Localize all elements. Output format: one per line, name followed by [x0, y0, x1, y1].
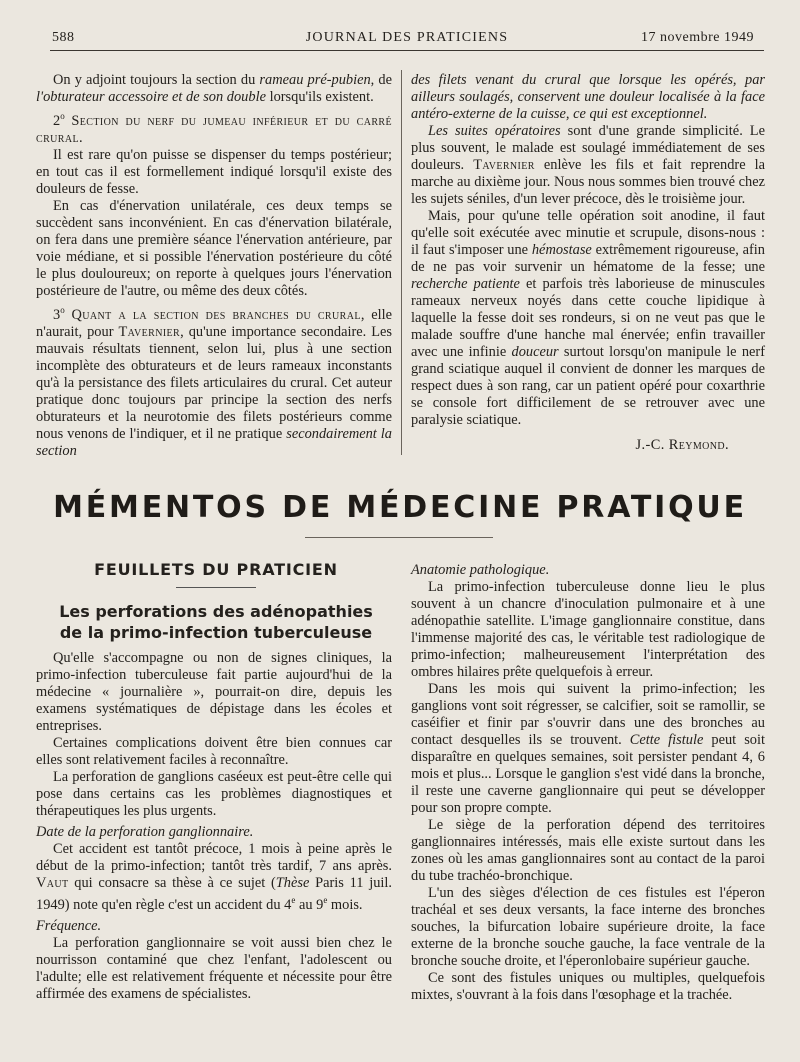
paragraph: des filets venant du crural que lorsque les opérés, par ailleurs soulagés, conservent une douleur localisée à la face antéro-externe de la cuisse, ce qui est exceptionnel. [411, 72, 765, 122]
article-title [36, 601, 396, 643]
column-divider [401, 70, 402, 455]
subheading: Anatomie pathologique. [411, 562, 550, 578]
paragraph: Le siège de la perforation dépend des territoires ganglionnaires intéressés, mais elle existe surtout dans les zones où les amas ganglionnaires sont au contact de la paroi du tube trachéo-bronchique. [411, 817, 765, 884]
paragraph: La perforation de ganglions caséeux est peut-être celle qui pose dans certains cas les problèmes diagnostiques et thérapeutiques les plus urgents. [36, 769, 392, 819]
top-right-column [411, 72, 765, 454]
paragraph: L'un des sièges d'élection de ces fistules est l'éperon trachéal et ses deux versants, la face interne des bronches souches, la bifurcation lobaire supérieure droite, la face externe de la bronche souche gauche, la face ventrale de la bronche souche droite, et l'éperonlobaire supérieur gauche. [411, 885, 765, 969]
bottom-right-column [411, 562, 765, 1004]
paragraph: La primo-infection tuberculeuse donne lieu le plus souvent à un chancre d'inoculation pulmonaire et à une adénopathie satellite. L'image ganglionnaire constitue, dans l'immense majorité des cas, le véritable test radiologique de primo-infection; malheureusement l'interprétation des ombres hilaires prête quelquefois à erreur. [411, 579, 765, 680]
subsection-heading: 2$^o$ Section du nerf du jumeau inférieur et du carré crural. [36, 111, 392, 146]
page-number: 588 [52, 30, 75, 45]
paragraph: Il est rare qu'on puisse se dispenser du temps postérieur; en tout cas il est formellement indiqué lorsqu'il existe des douleurs de fesse. [36, 146, 392, 197]
paragraph: 3$^o$ Quant a la section des branches du crural, elle n'aurait, pour Tavernier, qu'une importance secondaire. Les mauvais résultats tiennent, selon lui, plus à une section incomplète des obturateurs et de leurs rameaux inconstants qu'à la persistance des filets articulaires du crural. Cet auteur pratique donc toujours par principe la section des nerfs obturateurs et la neurotomie des filets postérieurs comme nous venons de l'indiquer, et il ne pratique secondairement la section [36, 304, 392, 459]
bottom-left-column [36, 650, 392, 1003]
journal-title: JOURNAL DES PRATICIENS [305, 30, 509, 45]
paragraph: La perforation ganglionnaire se voit aussi bien chez le nourrisson contaminé que chez l'enfant, l'adolescent ou l'adulte; elle est relativement fréquente et nécessite pour être affirmée des examens de spécialistes. [36, 934, 392, 1002]
paragraph: Qu'elle s'accompagne ou non de signes cliniques, la primo-infection tuberculeuse fait partie aujourd'hui de la médecine « journalière », pourrait-on dire, depuis les examens systématiques de dépistage dans les écoles et entreprises. [36, 650, 392, 734]
running-header [50, 26, 764, 51]
subheading: Date de la perforation ganglionnaire. [36, 824, 254, 840]
paragraph: En cas d'énervation unilatérale, ces deux temps se succèdent sans inconvénient. En cas d'énervation bilatérale, on fera dans une première séance l'énervation antérieure, par voie médiane, et si possible l'énervation postérieure du côté le plus douloureux; on reporte à quelques jours l'énervation postérieure de l'autre, ou même des deux côtés. [36, 197, 392, 299]
issue-date: 17 novembre 1949 [641, 30, 754, 45]
paragraph: Dans les mois qui suivent la primo-infection; les ganglions vont soit régresser, se calcifier, soit se ramollir, se caséifier et finir par s'ouvrir dans une des bronches au contact desquelles ils se trouvent. Cette fistule peut soit disparaître en quelques semaines, soit persister pendant 4, 6 mois et plus... Lorsque le ganglion s'est vidé dans la bronche, il reste une caverne ganglionnaire qui peut se développer pour son propre compte. [411, 681, 765, 816]
article-title-line: de la primo-infection tuberculeuse [59, 623, 373, 642]
section-band-title: MÉMENTOS DE MÉDECINE PRATIQUE [53, 490, 747, 525]
paragraph: Cet accident est tantôt précoce, 1 mois à peine après le début de la primo-infection; tantôt très tardif, 7 ans après. Vaut qui consacre sa thèse à ce sujet (Thèse Paris 11 juil. 1949) note qu'en règle c'est un accident du 4e au 9e mois. [36, 841, 392, 913]
top-left-column [36, 72, 392, 460]
article-title-line: Les perforations des adénopathies [59, 602, 373, 621]
paragraph: Mais, pour qu'une telle opération soit anodine, il faut qu'elle soit exécutée avec minutie et scrupule, disons-nous : il faut s'imposer une hémostase extrêmement rigoureuse, afin de ne pas voir survenir un hématome de la fesse; une recherche patiente et parfois très laborieuse de minuscules rameaux nerveux noyés dans cette couche lipidique à laquelle la fesse doit ses rondeurs, si on ne veut pas que le malade souffre d'une hanche mal énervée; enfin travailler avec une infinie douceur surtout lorsqu'on manipule le nerf grand sciatique auquel il convient de donner les marques de respect dues à son rang, car un patient opéré pour coxarthrie se console fort difficilement de se retrouver avec une paralysie sciatique. [411, 208, 766, 428]
band-rule [305, 537, 493, 538]
author-signature: J.-C. Reymond. [635, 437, 729, 453]
paragraph: Les suites opératoires sont d'une grande simplicité. Le plus souvent, le malade est soulagé immédiatement de ses douleurs. Tavernier enlève les fils et fait reprendre la marche au dixième jour. Nous nous sommes bien trouvé chez les sujets séniles, d'un lever précoce, dès le troisième jour. [411, 123, 765, 207]
paragraph: Certaines complications doivent être bien connues car elles sont relativement faciles à reconnaître. [36, 735, 392, 768]
section-title: FEUILLETS DU PRATICIEN [94, 560, 338, 579]
paragraph: Ce sont des fistules uniques ou multiples, quelquefois mixtes, s'ouvrant à la fois dans l'œsophage et la trachée. [411, 970, 765, 1003]
subheading: Fréquence. [36, 917, 102, 934]
paragraph: On y adjoint toujours la section du rameau pré-pubien, de l'obturateur accessoire et de son double lorsqu'ils existent. [36, 72, 392, 105]
section-rule [176, 587, 256, 588]
